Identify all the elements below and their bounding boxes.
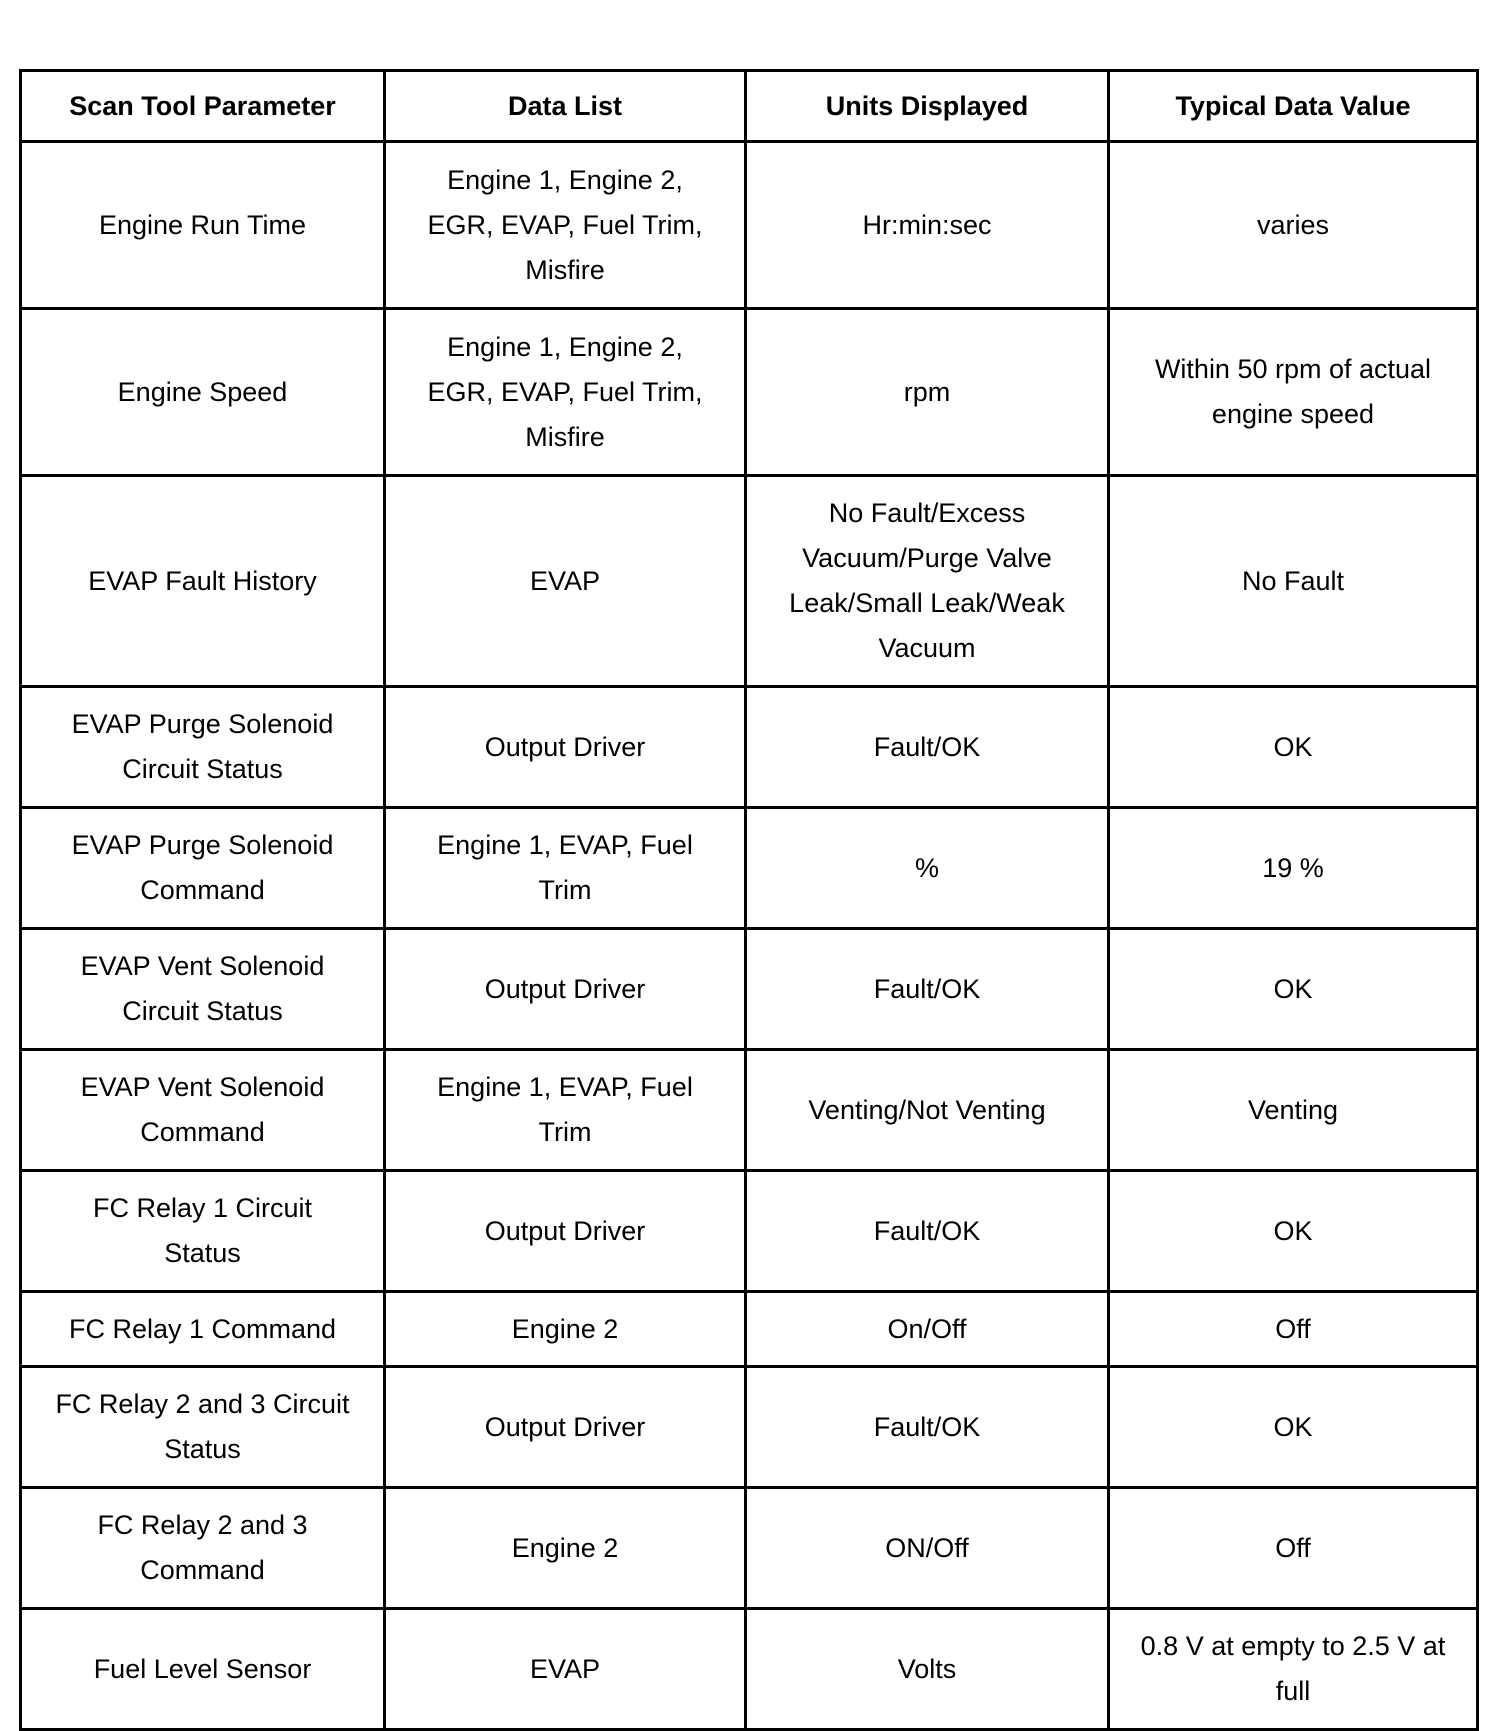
cell-typical: Off [1109,1488,1478,1609]
table-row [21,1609,1478,1730]
cell-parameter: EVAP Fault History [21,476,385,687]
cell-parameter: Engine Run Time [21,142,385,309]
scan-tool-table-container [19,69,1476,1731]
cell-units: On/Off [746,1292,1109,1367]
header-units-displayed: Units Displayed [746,71,1109,142]
cell-units: Hr:min:sec [746,142,1109,309]
table-row [21,1292,1478,1367]
cell-data-list: EVAP [385,1609,746,1730]
cell-data-list: Engine 1, EVAP, Fuel Trim [385,1050,746,1171]
cell-data-list: Output Driver [385,1367,746,1488]
cell-data-list: Engine 2 [385,1292,746,1367]
cell-units: Venting/Not Venting [746,1050,1109,1171]
cell-data-list: Engine 2 [385,1488,746,1609]
cell-data-list: Engine 1, Engine 2, EGR, EVAP, Fuel Trim, Misfire [385,309,746,476]
cell-typical: No Fault [1109,476,1478,687]
cell-units: Volts [746,1609,1109,1730]
table-row [21,1050,1478,1171]
table-header [21,71,1478,142]
cell-typical: Within 50 rpm of actual engine speed [1109,309,1478,476]
cell-typical: Venting [1109,1050,1478,1171]
table-row [21,1367,1478,1488]
cell-units: Fault/OK [746,929,1109,1050]
cell-data-list: Output Driver [385,929,746,1050]
header-data-list: Data List [385,71,746,142]
cell-parameter: EVAP Vent Solenoid Command [21,1050,385,1171]
cell-units: rpm [746,309,1109,476]
cell-units: ON/Off [746,1488,1109,1609]
table-row [21,142,1478,309]
cell-parameter: FC Relay 2 and 3 Circuit Status [21,1367,385,1488]
cell-parameter: FC Relay 1 Circuit Status [21,1171,385,1292]
cell-typical: OK [1109,687,1478,808]
cell-typical: 0.8 V at empty to 2.5 V at full [1109,1609,1478,1730]
cell-typical: OK [1109,929,1478,1050]
cell-parameter: EVAP Purge Solenoid Command [21,808,385,929]
cell-units: Fault/OK [746,687,1109,808]
table-row [21,309,1478,476]
table-row [21,808,1478,929]
table-body [21,142,1478,1730]
table-row [21,687,1478,808]
header-row [21,71,1478,142]
cell-typical: Off [1109,1292,1478,1367]
cell-units: % [746,808,1109,929]
cell-typical: OK [1109,1171,1478,1292]
cell-typical: 19 % [1109,808,1478,929]
cell-parameter: FC Relay 2 and 3 Command [21,1488,385,1609]
cell-data-list: Output Driver [385,1171,746,1292]
cell-parameter: EVAP Vent Solenoid Circuit Status [21,929,385,1050]
cell-data-list: EVAP [385,476,746,687]
cell-data-list: Engine 1, EVAP, Fuel Trim [385,808,746,929]
header-scan-tool-parameter: Scan Tool Parameter [21,71,385,142]
cell-data-list: Engine 1, Engine 2, EGR, EVAP, Fuel Trim, Misfire [385,142,746,309]
cell-data-list: Output Driver [385,687,746,808]
table-row [21,929,1478,1050]
table-row [21,1488,1478,1609]
cell-units: Fault/OK [746,1367,1109,1488]
cell-typical: varies [1109,142,1478,309]
cell-parameter: FC Relay 1 Command [21,1292,385,1367]
scan-tool-data-table [19,69,1479,1731]
cell-units: Fault/OK [746,1171,1109,1292]
cell-parameter: Fuel Level Sensor [21,1609,385,1730]
table-row [21,1171,1478,1292]
cell-typical: OK [1109,1367,1478,1488]
cell-parameter: Engine Speed [21,309,385,476]
cell-units: No Fault/Excess Vacuum/Purge Valve Leak/Small Leak/Weak Vacuum [746,476,1109,687]
cell-parameter: EVAP Purge Solenoid Circuit Status [21,687,385,808]
table-row [21,476,1478,687]
header-typical-data-value: Typical Data Value [1109,71,1478,142]
